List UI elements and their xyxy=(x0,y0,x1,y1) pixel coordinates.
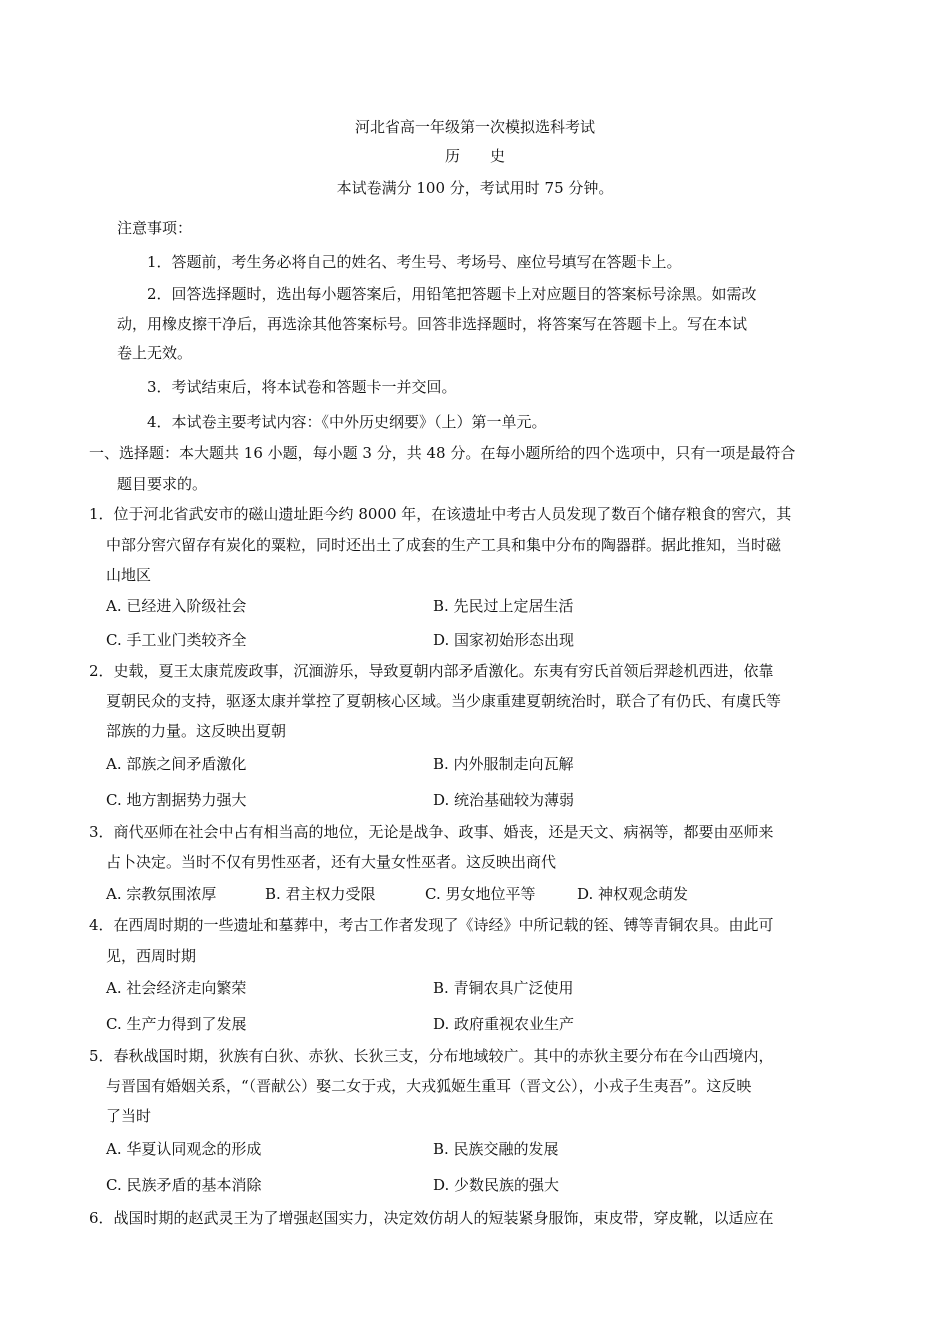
question-5-option-b: B. 民族交融的发展 xyxy=(433,1140,559,1158)
notice-item-2-line-3: 卷上无效。 xyxy=(117,344,193,362)
question-5-line-3: 了当时 xyxy=(106,1107,152,1125)
question-5-line-2: 与晋国有婚姻关系，“（晋献公）娶二女于戎，大戎狐姬生重耳（晋文公），小戎子生夷吾”。这反映 xyxy=(106,1077,752,1095)
question-3-line-2: 占卜决定。当时不仅有男性巫者，还有大量女性巫者。这反映出商代 xyxy=(106,853,557,871)
question-2-line-2: 夏朝民众的支持，驱逐太康并掌控了夏朝核心区域。当少康重建夏朝统治时，联合了有仍氏、有虞氏等 xyxy=(106,692,782,710)
question-6-line-1: 6．战国时期的赵武灵王为了增强赵国实力，决定效仿胡人的短装紧身服饰，束皮带，穿皮靴，以适应在 xyxy=(89,1209,774,1227)
question-5-option-c: C. 民族矛盾的基本消除 xyxy=(106,1176,262,1194)
question-2-option-a: A. 部族之间矛盾激化 xyxy=(106,755,247,773)
question-5-option-d: D. 少数民族的强大 xyxy=(433,1176,560,1194)
question-3-line-1: 3．商代巫师在社会中占有相当高的地位，无论是战争、政事、婚丧，还是天文、病祸等，都要由巫师来 xyxy=(89,823,774,841)
notice-item-2-line-2: 动，用橡皮擦干净后，再选涂其他答案标号。回答非选择题时，将答案写在答题卡上。写在本试 xyxy=(117,315,748,333)
question-2-line-3: 部族的力量。这反映出夏朝 xyxy=(106,722,287,740)
subject-title: 历 史 xyxy=(444,147,505,165)
section-1-heading-cont: 题目要求的。 xyxy=(117,475,208,493)
question-4-option-a: A. 社会经济走向繁荣 xyxy=(106,979,247,997)
question-1-line-3: 山地区 xyxy=(106,566,152,584)
question-3-option-a: A. 宗教氛围浓厚 xyxy=(106,885,217,903)
question-3-option-b: B. 君主权力受限 xyxy=(265,885,376,903)
notice-item-1: 1．答题前，考生务必将自己的姓名、考生号、考场号、座位号填写在答题卡上。 xyxy=(147,253,682,271)
question-1-option-d: D. 国家初始形态出现 xyxy=(433,631,575,649)
notice-item-4: 4．本试卷主要考试内容：《中外历史纲要》（上）第一单元。 xyxy=(147,413,547,431)
question-1-option-c: C. 手工业门类较齐全 xyxy=(106,631,247,649)
question-2-option-b: B. 内外服制走向瓦解 xyxy=(433,755,574,773)
question-4-option-d: D. 政府重视农业生产 xyxy=(433,1015,575,1033)
question-3-option-d: D. 神权观念萌发 xyxy=(577,885,689,903)
notice-heading: 注意事项： xyxy=(117,219,193,237)
exam-info: 本试卷满分 100 分，考试用时 75 分钟。 xyxy=(336,179,614,197)
question-5-option-a: A. 华夏认同观念的形成 xyxy=(106,1140,262,1158)
section-1-heading: 一、选择题：本大题共 16 小题，每小题 3 分，共 48 分。在每小题所给的四个选项中，只有一项是最符合 xyxy=(89,444,796,462)
notice-item-3: 3．考试结束后，将本试卷和答题卡一并交回。 xyxy=(147,378,457,396)
question-1-line-1: 1．位于河北省武安市的磁山遗址距今约 8000 年，在该遗址中考古人员发现了数百个储存粮食的窖穴，其 xyxy=(89,505,792,523)
question-4-option-b: B. 青铜农具广泛使用 xyxy=(433,979,574,997)
question-4-option-c: C. 生产力得到了发展 xyxy=(106,1015,247,1033)
question-4-line-2: 见，西周时期 xyxy=(106,947,197,965)
notice-item-2-line-1: 2．回答选择题时，选出每小题答案后，用铅笔把答题卡上对应题目的答案标号涂黑。如需改 xyxy=(147,285,757,303)
question-1-option-a: A. 已经进入阶级社会 xyxy=(106,597,247,615)
question-1-line-2: 中部分窖穴留存有炭化的粟粒，同时还出土了成套的生产工具和集中分布的陶器群。据此推知，当时磁 xyxy=(106,536,782,554)
question-3-option-c: C. 男女地位平等 xyxy=(425,885,536,903)
question-5-line-1: 5．春秋战国时期，狄族有白狄、赤狄、长狄三支，分布地域较广。其中的赤狄主要分布在今山西境内， xyxy=(89,1047,774,1065)
question-4-line-1: 4．在西周时期的一些遗址和墓葬中，考古工作者发现了《诗经》中所记载的铚、镈等青铜农具。由此可 xyxy=(89,916,774,934)
question-2-option-c: C. 地方割据势力强大 xyxy=(106,791,247,809)
question-1-option-b: B. 先民过上定居生活 xyxy=(433,597,574,615)
question-2-line-1: 2．史载，夏王太康荒废政事，沉湎游乐，导致夏朝内部矛盾激化。东夷有穷氏首领后羿趁机西进，依靠 xyxy=(89,662,774,680)
question-2-option-d: D. 统治基础较为薄弱 xyxy=(433,791,575,809)
exam-title: 河北省高一年级第一次模拟选科考试 xyxy=(354,118,595,136)
